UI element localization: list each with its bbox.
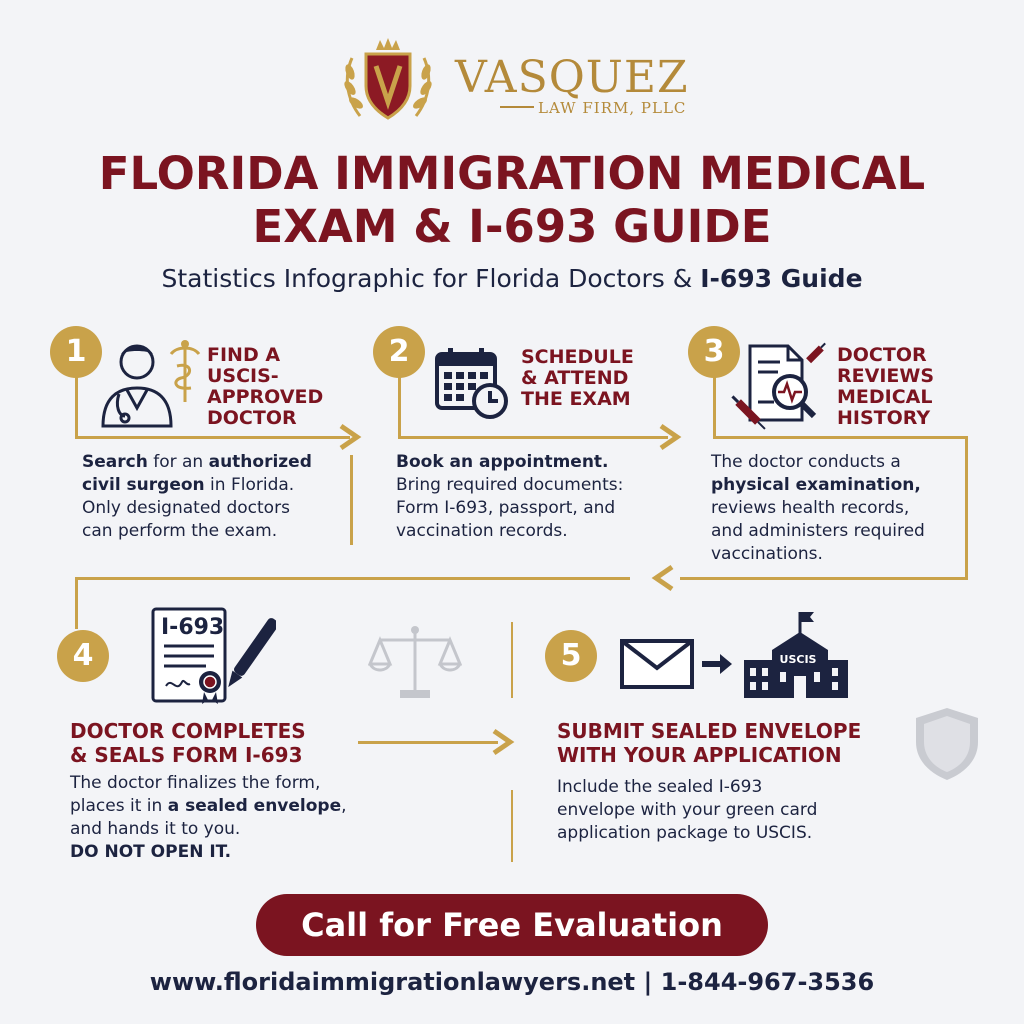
connector-line bbox=[75, 372, 78, 438]
connector-line bbox=[75, 436, 350, 439]
desc-text: in Florida. bbox=[204, 475, 295, 495]
connector-line bbox=[75, 577, 78, 629]
desc-line bbox=[711, 520, 925, 543]
step-4-description bbox=[70, 772, 347, 864]
desc-text: The doctor finalizes the form, bbox=[70, 773, 321, 793]
desc-bold: a sealed envelope bbox=[167, 796, 342, 816]
step-4-heading bbox=[70, 719, 306, 767]
desc-line bbox=[557, 822, 817, 845]
desc-text: reviews health records, bbox=[711, 498, 910, 518]
desc-text: , bbox=[341, 796, 347, 816]
desc-text: envelope with your green card bbox=[557, 800, 818, 820]
desc-line bbox=[557, 799, 817, 822]
desc-line bbox=[70, 772, 347, 795]
connector-line bbox=[965, 436, 968, 579]
desc-text: can perform the exam. bbox=[82, 521, 278, 541]
footer-contact: www.floridaimmigrationlawyers.net | 1-844-967-3536 bbox=[149, 968, 875, 996]
desc-text: and hands it to you. bbox=[70, 819, 241, 839]
connector-line bbox=[398, 436, 668, 439]
brand-underline bbox=[500, 106, 534, 108]
step-3-description bbox=[711, 451, 925, 566]
desc-line bbox=[70, 818, 347, 841]
step-5-heading bbox=[557, 719, 861, 767]
heading-line: & SEALS FORM I-693 bbox=[70, 743, 303, 767]
step-2-description bbox=[396, 451, 623, 543]
desc-bold: Search bbox=[82, 452, 148, 472]
subtitle-bold: I-693 Guide bbox=[700, 264, 863, 293]
heading-line: REVIEWS bbox=[837, 365, 935, 387]
desc-line bbox=[82, 497, 312, 520]
desc-line bbox=[396, 474, 623, 497]
page-subtitle bbox=[0, 264, 1024, 293]
laurel-crest-icon bbox=[338, 36, 438, 124]
step-1-description bbox=[82, 451, 312, 543]
step-1-heading bbox=[207, 345, 323, 429]
page-title-line2: EXAM & I-693 GUIDE bbox=[252, 200, 772, 253]
desc-text: vaccination records. bbox=[396, 521, 568, 541]
envelope-icon bbox=[619, 638, 695, 690]
logo bbox=[338, 36, 438, 124]
desc-bold: DO NOT OPEN IT. bbox=[70, 842, 232, 862]
desc-text: for an bbox=[147, 452, 209, 472]
desc-bold: civil surgeon bbox=[82, 475, 205, 495]
step-number-5: 5 bbox=[545, 630, 597, 682]
subtitle-text: Statistics Infographic for Florida Doctors & bbox=[161, 264, 701, 293]
connector-line bbox=[75, 577, 630, 580]
desc-line bbox=[396, 451, 623, 474]
step-5-description bbox=[557, 776, 817, 845]
medical-records-icon bbox=[730, 340, 830, 432]
arrow-right-icon bbox=[655, 422, 685, 452]
desc-text: The doctor conducts a bbox=[711, 452, 901, 472]
brand-name: VASQUEZ bbox=[455, 52, 689, 103]
divider bbox=[511, 790, 513, 862]
desc-line bbox=[711, 543, 925, 566]
call-free-evaluation-button[interactable]: Call for Free Evaluation bbox=[256, 894, 768, 956]
desc-text: Include the sealed I-693 bbox=[557, 777, 763, 797]
heading-line: THE EXAM bbox=[521, 388, 631, 410]
desc-text: and administers required bbox=[711, 521, 925, 541]
desc-line bbox=[396, 497, 623, 520]
connector-line bbox=[713, 372, 716, 438]
arrow-left-icon bbox=[648, 563, 678, 593]
building-label: USCIS bbox=[779, 653, 817, 666]
step-number-2: 2 bbox=[373, 326, 425, 378]
connector-line bbox=[398, 372, 401, 438]
desc-bold: Book an appointment. bbox=[396, 452, 609, 472]
heading-line: DOCTOR COMPLETES bbox=[70, 719, 306, 743]
arrow-right-icon bbox=[335, 422, 365, 452]
page-title-line1: FLORIDA IMMIGRATION MEDICAL bbox=[98, 147, 926, 200]
desc-line bbox=[82, 474, 312, 497]
brand-subtitle: LAW FIRM, PLLC bbox=[538, 99, 687, 117]
divider bbox=[511, 622, 513, 698]
desc-text: Form I-693, passport, and bbox=[396, 498, 616, 518]
desc-text: Only designated doctors bbox=[82, 498, 290, 518]
connector-line bbox=[358, 741, 498, 744]
heading-line: DOCTOR bbox=[837, 344, 927, 366]
doctor-icon bbox=[97, 336, 203, 428]
desc-line bbox=[396, 520, 623, 543]
desc-bold: authorized bbox=[208, 452, 312, 472]
desc-line bbox=[82, 520, 312, 543]
arrow-right-icon bbox=[700, 652, 734, 676]
desc-line bbox=[711, 474, 925, 497]
form-label: I-693 bbox=[161, 615, 225, 640]
heading-line: WITH YOUR APPLICATION bbox=[557, 743, 842, 767]
desc-line bbox=[82, 451, 312, 474]
connector-line bbox=[713, 436, 967, 439]
desc-line bbox=[711, 497, 925, 520]
step-number-3: 3 bbox=[688, 326, 740, 378]
heading-line: USCIS- bbox=[207, 365, 279, 387]
desc-text: application package to USCIS. bbox=[557, 823, 813, 843]
heading-line: HISTORY bbox=[837, 407, 931, 429]
heading-line: DOCTOR bbox=[207, 407, 297, 429]
step-number-4: 4 bbox=[57, 630, 109, 682]
desc-line bbox=[557, 776, 817, 799]
desc-line bbox=[711, 451, 925, 474]
heading-line: APPROVED bbox=[207, 386, 324, 408]
calendar-clock-icon bbox=[434, 345, 510, 421]
heading-line: MEDICAL bbox=[837, 386, 933, 408]
desc-text: places it in bbox=[70, 796, 168, 816]
arrow-right-icon bbox=[488, 727, 518, 757]
heading-line: SUBMIT SEALED ENVELOPE bbox=[557, 719, 862, 743]
step-3-heading bbox=[837, 345, 934, 429]
desc-text: Bring required documents: bbox=[396, 475, 624, 495]
scales-of-justice-icon bbox=[368, 622, 462, 702]
connector-line bbox=[680, 577, 968, 580]
heading-line: & ATTEND bbox=[521, 367, 629, 389]
heading-line: SCHEDULE bbox=[521, 346, 634, 368]
desc-line bbox=[70, 795, 347, 818]
shield-icon bbox=[914, 706, 980, 782]
desc-line bbox=[70, 841, 347, 864]
desc-text: vaccinations. bbox=[711, 544, 823, 564]
step-2-heading bbox=[521, 347, 634, 410]
desc-bold: physical examination, bbox=[711, 475, 921, 495]
connector-line bbox=[350, 455, 353, 545]
heading-line: FIND A bbox=[207, 344, 281, 366]
step-number-1: 1 bbox=[50, 326, 102, 378]
